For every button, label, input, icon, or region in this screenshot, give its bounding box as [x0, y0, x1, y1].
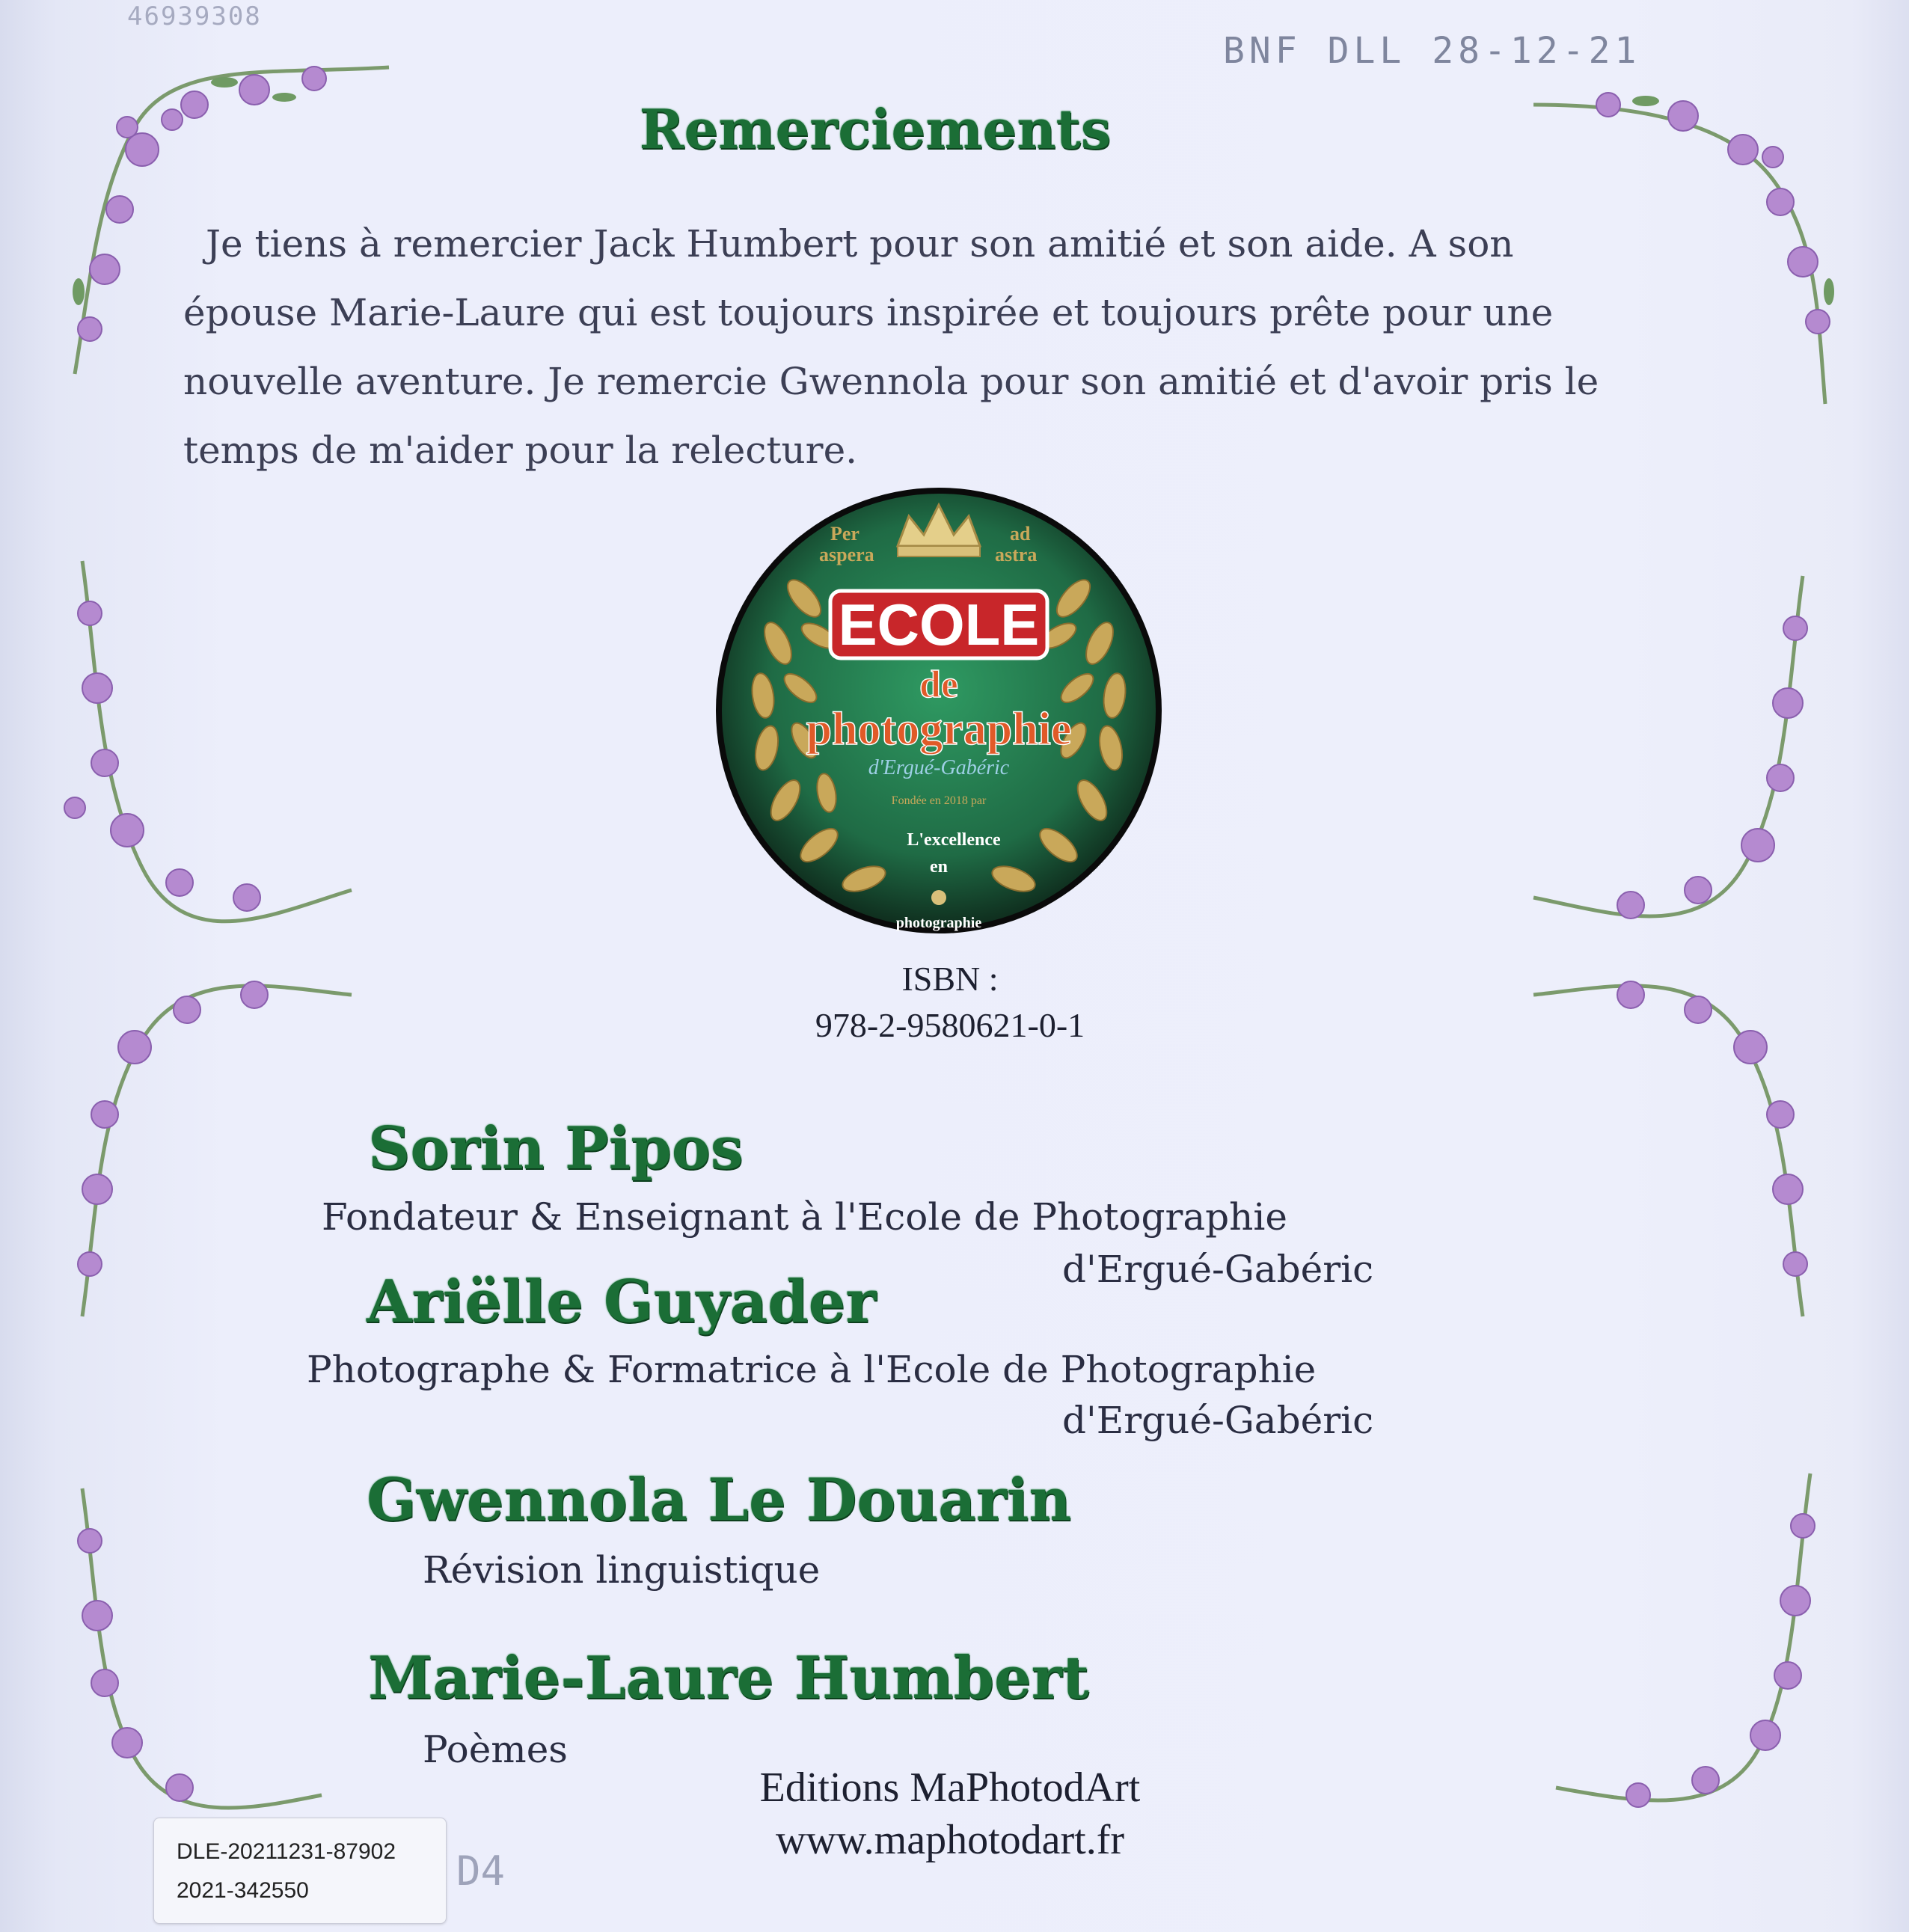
isbn-number: 978-2-9580621-0-1: [815, 1006, 1085, 1044]
credit-name-arielle-guyader: Ariëlle Guyader: [367, 1268, 877, 1336]
credit-role-line2-arielle-guyader: d'Ergué-Gabéric: [1062, 1399, 1374, 1442]
credit-role-arielle-guyader: Photographe & Formatrice à l'Ecole de Photographie: [307, 1348, 1317, 1391]
credit-name-marie-laure-humbert: Marie-Laure Humbert: [368, 1644, 1089, 1712]
acknowledgement-paragraph: Je tiens à remercier Jack Humbert pour son amitié et son aide. A son épouse Marie-Laure qui est toujours inspirée et toujours prête pour une nouvelle aventure. Je remercie Gwennola pour son amitié et d'avoir pris le temps de m'aider pour la relecture.: [183, 222, 1599, 472]
sticker-line-1: DLE-20211231-87902: [177, 1839, 396, 1864]
credit-role-marie-laure-humbert: Poèmes: [423, 1728, 568, 1771]
legal-deposit-sticker: [153, 1818, 447, 1924]
catalog-number: 46939308: [127, 1, 262, 31]
logo-motto-astra: astra: [995, 544, 1038, 565]
credit-role-sorin-pipos: Fondateur & Enseignant à l'Ecole de Photographie: [322, 1195, 1287, 1239]
logo-slogan-3: photographie: [895, 915, 982, 931]
logo-slogan-2: en: [930, 857, 948, 877]
credit-role-line2-sorin-pipos: d'Ergué-Gabéric: [1062, 1248, 1374, 1291]
logo-founded: Fondée en 2018 par: [891, 794, 987, 807]
publisher-website: www.maphotodart.fr: [775, 1817, 1125, 1863]
credit-name-sorin-pipos: Sorin Pipos: [368, 1114, 744, 1183]
credit-role-gwennola-le-douarin: Révision linguistique: [423, 1548, 821, 1592]
school-logo: [714, 486, 1163, 935]
logo-motto-aspera: aspera: [819, 544, 874, 565]
publisher-name: Editions MaPhotodArt: [759, 1764, 1141, 1811]
logo-motto-ad: ad: [1010, 523, 1031, 545]
logo-title-photographie: photographie: [806, 704, 1072, 755]
logo-title-de: de: [919, 663, 958, 706]
page-title: Remerciements: [639, 97, 1112, 161]
floral-ornament-middle-right: [1519, 568, 1833, 927]
logo-slogan-1: L'excellence: [907, 830, 1001, 850]
floral-ornament-middle-left: [52, 553, 367, 927]
logo-title-ecole: ECOLE: [838, 592, 1040, 657]
credit-name-gwennola-le-douarin: Gwennola Le Douarin: [367, 1466, 1072, 1534]
isbn-label: ISBN :: [901, 960, 999, 998]
sticker-line-2: 2021-342550: [177, 1878, 309, 1903]
logo-motto-per: Per: [830, 523, 859, 545]
handwritten-mark: D4: [456, 1847, 506, 1895]
bnf-stamp: BNF DLL 28-12-21: [1223, 30, 1641, 72]
logo-title-location: d'Ergué-Gabéric: [868, 756, 1010, 779]
